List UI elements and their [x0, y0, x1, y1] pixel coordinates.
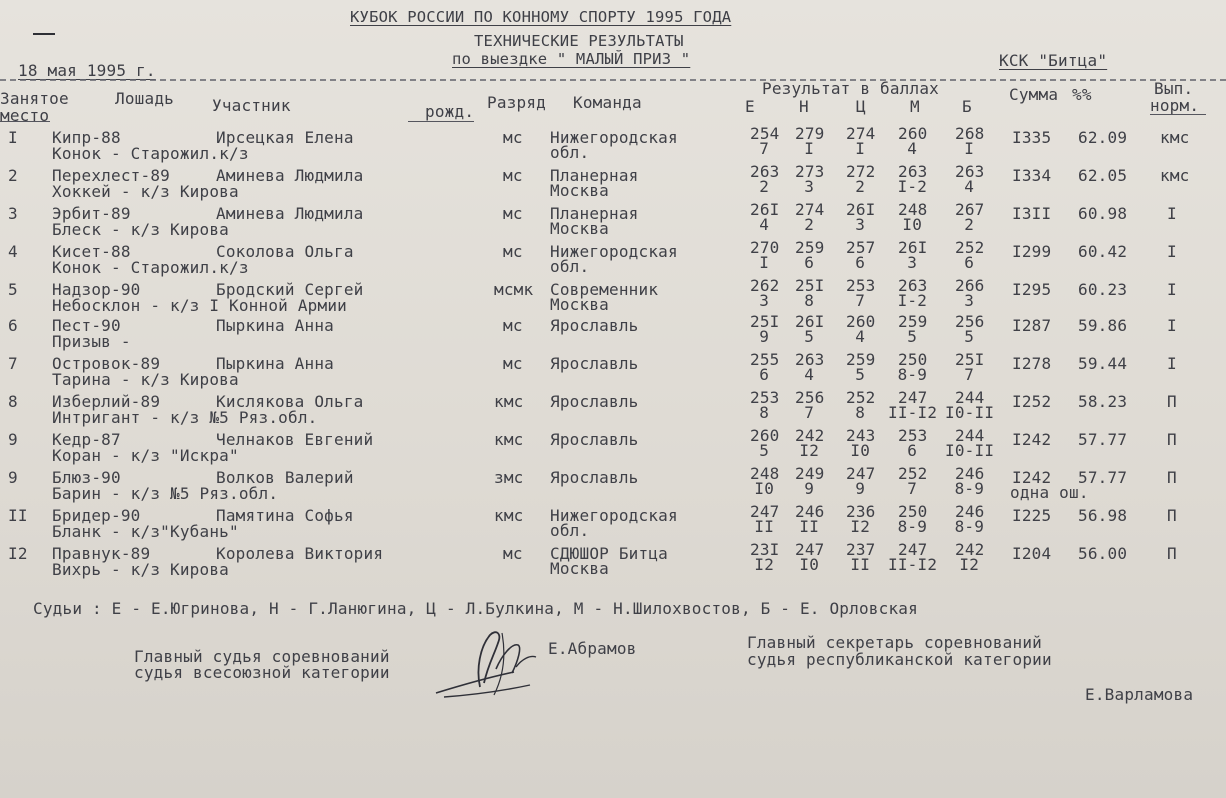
row-score: 252	[955, 238, 985, 257]
row-rank: мс	[503, 166, 523, 185]
judge-letter-e: Е	[745, 97, 755, 116]
row-judge-place: 5	[964, 327, 975, 346]
row-norm: I	[1167, 204, 1177, 223]
row-score: 262	[750, 276, 780, 295]
row-team: Ярославль	[550, 468, 639, 487]
row-score: 272	[846, 162, 876, 181]
row-horse-pedigree: Блеск - к/з Кирова	[52, 220, 229, 239]
row-score: 248	[898, 200, 928, 219]
row-norm: I	[1167, 316, 1177, 335]
row-horse-pedigree: Хоккей - к/з Кирова	[52, 182, 239, 201]
row-judge-place: II-I2	[888, 555, 938, 574]
row-judge-place: 6	[964, 253, 975, 272]
row-judge-place: 6	[855, 253, 866, 272]
row-rank: кмс	[494, 506, 524, 525]
row-rank: мс	[503, 316, 523, 335]
row-judge-place: I	[855, 139, 866, 158]
col-norm-header-2: норм.	[1150, 96, 1200, 115]
row-score: 26I	[846, 200, 876, 219]
row-horse: Изберлий-89	[52, 392, 161, 411]
venue: КСК "Битца"	[999, 51, 1108, 70]
row-score: 242	[795, 426, 825, 445]
row-pct: 59.44	[1078, 354, 1128, 373]
row-place: 9	[8, 468, 18, 487]
row-score: 248	[750, 464, 780, 483]
norm-header-underline	[1150, 114, 1206, 115]
row-judge-place: 9	[855, 479, 866, 498]
row-judge-place: 8-9	[954, 479, 985, 498]
row-score: 270	[750, 238, 780, 257]
row-rank: мс	[503, 242, 523, 261]
row-judge-place: 5	[759, 441, 770, 460]
col-norm-header-1: Вып.	[1154, 79, 1194, 98]
document-subtitle: ТЕХНИЧЕСКИЕ РЕЗУЛЬТАТЫ	[474, 32, 684, 50]
row-score: 254	[750, 124, 780, 143]
row-norm: I	[1167, 354, 1177, 373]
row-judge-place: I2	[799, 441, 820, 460]
row-judge-place: I	[964, 139, 975, 158]
row-horse-pedigree: Конок - Старожил.к/з	[52, 258, 249, 277]
chief-judge-title-1: Главный судья соревнований	[134, 647, 390, 666]
row-team: Нижегородская	[550, 242, 678, 261]
row-judge-place: II-I2	[888, 403, 938, 422]
row-judge-place: 7	[964, 365, 975, 384]
row-judge-place: 8-9	[897, 365, 928, 384]
place-header-underline	[0, 121, 50, 122]
row-pct: 59.86	[1078, 316, 1128, 335]
judge-letter-ts: Ц	[856, 97, 866, 116]
row-rider: Кислякова Ольга	[216, 392, 364, 411]
row-score: 260	[750, 426, 780, 445]
row-score: 274	[846, 124, 876, 143]
row-score: 25I	[750, 312, 780, 331]
row-team-line2: Москва	[550, 295, 609, 314]
col-pct-header: %%	[1072, 85, 1092, 104]
row-judge-place: II	[850, 555, 871, 574]
col-place-header-2: место	[0, 106, 50, 125]
row-team: Современник	[550, 280, 659, 299]
judge-letter-n: Н	[799, 97, 809, 116]
row-judge-place: 8	[804, 291, 815, 310]
row-judge-place: 5	[855, 365, 866, 384]
row-sum: I242	[1012, 468, 1052, 487]
row-judge-place: 6	[907, 441, 918, 460]
row-judge-place: I2	[959, 555, 980, 574]
row-team-line2: Москва	[550, 219, 609, 238]
row-sum: I299	[1012, 242, 1052, 261]
row-norm: кмс	[1160, 128, 1190, 147]
row-rank: мсмк	[494, 280, 534, 299]
row-judge-place: 2	[804, 215, 815, 234]
row-pct: 56.98	[1078, 506, 1128, 525]
col-sum-header: Сумма	[1009, 85, 1059, 104]
row-score: 260	[846, 312, 876, 331]
row-team: Нижегородская	[550, 506, 678, 525]
col-birth-header: рожд.	[425, 102, 475, 121]
row-pct: 62.09	[1078, 128, 1128, 147]
row-score: 25I	[795, 276, 825, 295]
row-team-line2: Москва	[550, 559, 609, 578]
row-score: 260	[898, 124, 928, 143]
row-team: Планерная	[550, 166, 639, 185]
row-judge-place: II	[799, 517, 820, 536]
row-score: 253	[750, 388, 780, 407]
row-team: Нижегородская	[550, 128, 678, 147]
row-pct: 58.23	[1078, 392, 1128, 411]
row-pct: 57.77	[1078, 430, 1128, 449]
row-norm: I	[1167, 242, 1177, 261]
row-score: 246	[955, 464, 985, 483]
judge-letter-m: М	[910, 97, 920, 116]
row-horse-pedigree: Интригант - к/з №5 Ряз.обл.	[52, 408, 318, 427]
row-score: 263	[795, 350, 825, 369]
row-judge-place: I0	[902, 215, 923, 234]
row-judge-place: I2	[850, 517, 871, 536]
row-judge-place: 3	[759, 291, 770, 310]
row-score: 25I	[955, 350, 985, 369]
row-sum: I252	[1012, 392, 1052, 411]
row-rider: Королева Виктория	[216, 544, 384, 563]
row-rank: мс	[503, 204, 523, 223]
row-rank: кмс	[494, 392, 524, 411]
row-team: Ярославль	[550, 392, 639, 411]
row-judge-place: 9	[759, 327, 770, 346]
row-horse-pedigree: Призыв -	[52, 332, 131, 351]
row-pct: 60.98	[1078, 204, 1128, 223]
col-rank-header: Разряд	[487, 93, 546, 112]
row-score: 268	[955, 124, 985, 143]
row-rider: Пыркина Анна	[216, 316, 334, 335]
row-judge-place: 3	[804, 177, 815, 196]
row-score: 259	[795, 238, 825, 257]
row-score: 26I	[898, 238, 928, 257]
row-judge-place: 3	[907, 253, 918, 272]
judge-letter-b: Б	[962, 97, 972, 116]
row-score: 243	[846, 426, 876, 445]
row-place: 5	[8, 280, 18, 299]
row-sum: I335	[1012, 128, 1052, 147]
row-score: 259	[846, 350, 876, 369]
row-place: 8	[8, 392, 18, 411]
row-score: 242	[955, 540, 985, 559]
row-horse: Кедр-87	[52, 430, 121, 449]
secretary-title-1: Главный секретарь соревнований	[747, 633, 1042, 652]
row-judge-place: I0-II	[945, 403, 995, 422]
row-rank: мс	[503, 354, 523, 373]
row-sum: I287	[1012, 316, 1052, 335]
row-judge-place: 8	[759, 403, 770, 422]
row-horse: Эрбит-89	[52, 204, 131, 223]
row-score: 247	[795, 540, 825, 559]
row-horse: Перехлест-89	[52, 166, 170, 185]
row-horse: Кисет-88	[52, 242, 131, 261]
row-judge-place: I	[804, 139, 815, 158]
row-horse-pedigree: Тарина - к/з Кирова	[52, 370, 239, 389]
event-name: по выездке " МАЛЫЙ ПРИЗ "	[452, 50, 691, 68]
row-judge-place: 6	[804, 253, 815, 272]
row-score: 256	[955, 312, 985, 331]
row-sum: I295	[1012, 280, 1052, 299]
chief-judge-name: Е.Абрамов	[548, 639, 637, 658]
row-judge-place: I	[759, 253, 770, 272]
row-judge-place: 2	[759, 177, 770, 196]
row-judge-place: 4	[964, 177, 975, 196]
row-score: 263	[898, 162, 928, 181]
row-judge-place: 7	[855, 291, 866, 310]
row-sum: I278	[1012, 354, 1052, 373]
row-rider: Ирсецкая Елена	[216, 128, 354, 147]
row-score: 259	[898, 312, 928, 331]
row-norm: П	[1167, 468, 1177, 487]
row-place: 2	[8, 166, 18, 185]
row-pct: 62.05	[1078, 166, 1128, 185]
row-team: Ярославль	[550, 430, 639, 449]
row-rank: мс	[503, 128, 523, 147]
row-rider: Челнаков Евгений	[216, 430, 374, 449]
row-score: 23I	[750, 540, 780, 559]
row-horse: Надзор-90	[52, 280, 141, 299]
row-rank: змс	[494, 468, 524, 487]
row-rider: Волков Валерий	[216, 468, 354, 487]
row-score: 236	[846, 502, 876, 521]
row-norm: кмс	[1160, 166, 1190, 185]
row-judge-place: 7	[759, 139, 770, 158]
row-judge-place: 5	[804, 327, 815, 346]
row-score: 247	[846, 464, 876, 483]
row-score: 253	[846, 276, 876, 295]
row-horse-pedigree: Бланк - к/з"Кубань"	[52, 522, 239, 541]
document-title: КУБОК РОССИИ ПО КОННОМУ СПОРТУ 1995 ГОДА	[350, 8, 732, 26]
event-date: 18 мая 1995 г.	[18, 61, 156, 80]
row-judge-place: 3	[964, 291, 975, 310]
row-score: 273	[795, 162, 825, 181]
row-judge-place: 8-9	[897, 517, 928, 536]
row-rider: Бродский Сергей	[216, 280, 364, 299]
header-rule	[0, 79, 1226, 81]
row-note: одна ош.	[1010, 483, 1089, 502]
row-judge-place: 8-9	[954, 517, 985, 536]
row-judge-place: 8	[855, 403, 866, 422]
row-score: 256	[795, 388, 825, 407]
row-team: Ярославль	[550, 316, 639, 335]
row-score: 247	[750, 502, 780, 521]
row-judge-place: 6	[759, 365, 770, 384]
row-horse: Правнук-89	[52, 544, 151, 563]
row-score: 263	[750, 162, 780, 181]
row-horse-pedigree: Барин - к/з №5 Ряз.обл.	[52, 484, 279, 503]
row-score: 252	[846, 388, 876, 407]
row-judge-place: 4	[855, 327, 866, 346]
row-horse-pedigree: Вихрь - к/з Кирова	[52, 560, 229, 579]
col-rider-header: Участник	[212, 96, 291, 115]
row-judge-place: 9	[804, 479, 815, 498]
row-team-line2: обл.	[550, 143, 590, 162]
row-score: 247	[898, 540, 928, 559]
row-judge-place: 4	[907, 139, 918, 158]
row-judge-place: 2	[964, 215, 975, 234]
row-rider: Памятина Софья	[216, 506, 354, 525]
row-pct: 56.00	[1078, 544, 1128, 563]
row-pct: 60.42	[1078, 242, 1128, 261]
row-judge-place: 2	[855, 177, 866, 196]
row-team-line2: обл.	[550, 257, 590, 276]
margin-dash-mark	[33, 33, 55, 35]
row-horse: Островок-89	[52, 354, 161, 373]
row-score: 274	[795, 200, 825, 219]
row-pct: 57.77	[1078, 468, 1128, 487]
row-place: II	[8, 506, 28, 525]
row-norm: П	[1167, 392, 1177, 411]
row-score: 255	[750, 350, 780, 369]
row-sum: I334	[1012, 166, 1052, 185]
row-norm: П	[1167, 544, 1177, 563]
row-score: 250	[898, 502, 928, 521]
row-score: 246	[955, 502, 985, 521]
row-rider: Аминева Людмила	[216, 166, 364, 185]
row-place: 7	[8, 354, 18, 373]
row-place: 4	[8, 242, 18, 261]
row-place: 3	[8, 204, 18, 223]
signature	[432, 625, 547, 705]
row-score: 253	[898, 426, 928, 445]
row-place: I2	[8, 544, 28, 563]
row-score: 249	[795, 464, 825, 483]
judges-list: Судьи : Е - Е.Югринова, Н - Г.Ланюгина, Ц - Л.Булкина, М - Н.Шилохвостов, Б - Е. Орловская	[33, 599, 918, 618]
secretary-title-2: судья республиканской категории	[747, 650, 1052, 669]
col-team-header: Команда	[573, 93, 642, 112]
row-team: Планерная	[550, 204, 639, 223]
row-judge-place: I0	[754, 479, 775, 498]
row-horse: Блюз-90	[52, 468, 121, 487]
row-sum: I204	[1012, 544, 1052, 563]
row-place: 6	[8, 316, 18, 335]
row-norm: П	[1167, 430, 1177, 449]
row-score: 246	[795, 502, 825, 521]
row-rider: Соколова Ольга	[216, 242, 354, 261]
secretary-name: Е.Варламова	[1085, 685, 1194, 704]
chief-judge-title-2: судья всесоюзной категории	[134, 663, 390, 682]
row-place: I	[8, 128, 18, 147]
row-judge-place: 7	[804, 403, 815, 422]
row-team-line2: Москва	[550, 181, 609, 200]
row-horse-pedigree: Конок - Старожил.к/з	[52, 144, 249, 163]
row-judge-place: I-2	[897, 291, 928, 310]
row-horse: Кипр-88	[52, 128, 121, 147]
row-judge-place: I0	[850, 441, 871, 460]
row-score: 247	[898, 388, 928, 407]
row-judge-place: 4	[804, 365, 815, 384]
row-sum: I3II	[1012, 204, 1052, 223]
row-judge-place: I0-II	[945, 441, 995, 460]
row-judge-place: I2	[754, 555, 775, 574]
row-team: СДЮШОР Битца	[550, 544, 668, 563]
row-rank: кмс	[494, 430, 524, 449]
row-judge-place: 3	[855, 215, 866, 234]
col-results-header: Результат в баллах	[762, 79, 939, 98]
row-score: 266	[955, 276, 985, 295]
row-sum: I225	[1012, 506, 1052, 525]
row-pct: 60.23	[1078, 280, 1128, 299]
row-score: 244	[955, 388, 985, 407]
row-score: 263	[955, 162, 985, 181]
row-judge-place: I-2	[897, 177, 928, 196]
row-horse: Пест-90	[52, 316, 121, 335]
row-judge-place: II	[754, 517, 775, 536]
row-norm: П	[1167, 506, 1177, 525]
row-horse-pedigree: Коран - к/з "Искра"	[52, 446, 239, 465]
row-team: Ярославль	[550, 354, 639, 373]
col-place-header-1: Занятое	[0, 89, 69, 108]
row-horse: Бридер-90	[52, 506, 141, 525]
row-score: 267	[955, 200, 985, 219]
row-score: 244	[955, 426, 985, 445]
row-score: 26I	[750, 200, 780, 219]
row-score: 279	[795, 124, 825, 143]
col-horse-header: Лошадь	[115, 89, 174, 108]
birth-header-underline	[408, 121, 474, 122]
row-score: 257	[846, 238, 876, 257]
row-rider: Аминева Людмила	[216, 204, 364, 223]
row-rank: мс	[503, 544, 523, 563]
row-score: 252	[898, 464, 928, 483]
row-place: 9	[8, 430, 18, 449]
row-rider: Пыркина Анна	[216, 354, 334, 373]
row-horse-pedigree: Небосклон - к/з I Конной Армии	[52, 296, 347, 315]
row-team-line2: обл.	[550, 521, 590, 540]
row-judge-place: I0	[799, 555, 820, 574]
row-sum: I242	[1012, 430, 1052, 449]
row-score: 263	[898, 276, 928, 295]
row-score: 237	[846, 540, 876, 559]
row-score: 250	[898, 350, 928, 369]
row-judge-place: 4	[759, 215, 770, 234]
row-score: 26I	[795, 312, 825, 331]
row-norm: I	[1167, 280, 1177, 299]
row-judge-place: 5	[907, 327, 918, 346]
row-judge-place: 7	[907, 479, 918, 498]
